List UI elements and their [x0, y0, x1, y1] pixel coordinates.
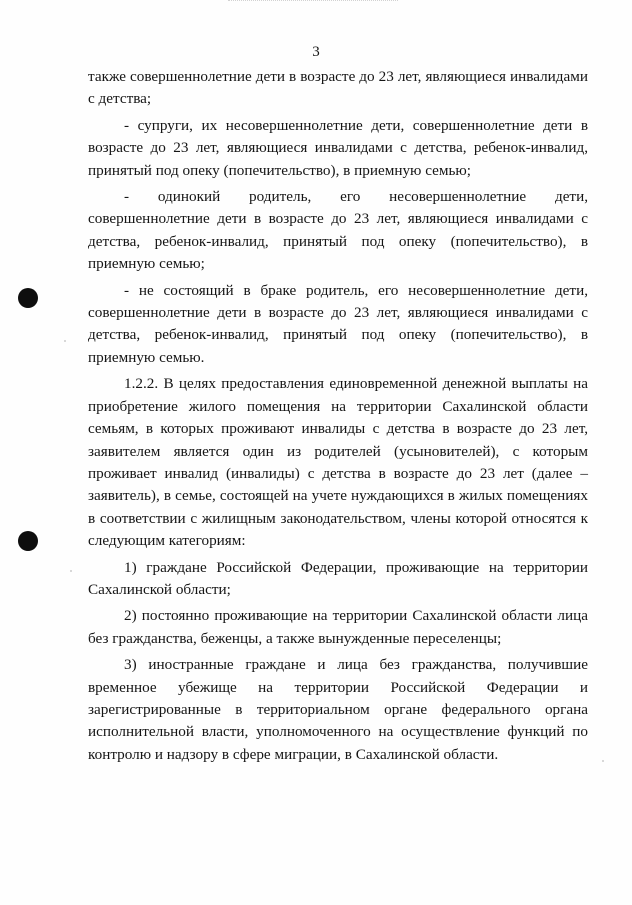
punch-hole-mark	[18, 288, 38, 308]
paragraph: 1.2.2. В целях предоставления единовременной денежной выплаты на приобретение жилого помещения на территории Сахалинской области семьям, в которых проживают инвалиды с детства в возрасте до 23 лет, заявителем является один из родителей (усыновителей), с которым проживает инвалид (инвалиды) с детства в возрасте до 23 лет (далее – заявитель), в семье, состоящей на учете нуждающихся в жилых помещениях в соответствии с жилищным законодательством, члены которой относятся к следующим категориям:	[88, 375, 588, 550]
scan-speck	[602, 760, 604, 762]
scan-speck	[70, 570, 72, 572]
document-body	[88, 66, 588, 770]
paragraph: 3) иностранные граждане и лица без гражданства, получившие временное убежище на территории Российской Федерации и зарегистрированные в территориальном органе федерального органа исполнительной власти, уполномоченного на осуществление функций по контролю и надзору в сфере миграции, в Сахалинской области.	[88, 656, 588, 763]
paragraph: 1) граждане Российской Федерации, проживающие на территории Сахалинской области;	[88, 558, 588, 598]
paragraph: 2) постоянно проживающие на территории Сахалинской области лица без гражданства, беженцы, а также вынужденные переселенцы;	[88, 607, 588, 647]
paragraph: также совершеннолетние дети в возрасте до 23 лет, являющиеся инвалидами с детства;	[88, 68, 588, 108]
scan-speck	[64, 340, 66, 342]
page-number: 3	[312, 44, 320, 60]
paragraph: - одинокий родитель, его несовершеннолетние дети, совершеннолетние дети в возрасте до 23 лет, являющиеся инвалидами с детства, ребенок-инвалид, принятый под опеку (попечительство), в приемную семью;	[88, 188, 588, 273]
paragraph: - не состоящий в браке родитель, его несовершеннолетние дети, совершеннолетние дети в возрасте до 23 лет, являющиеся инвалидами с детства, ребенок-инвалид, принятый под опеку (попечительство), в приемную семью.	[88, 281, 588, 366]
punch-hole-mark	[18, 531, 38, 551]
paragraph: - супруги, их несовершеннолетние дети, совершеннолетние дети в возрасте до 23 лет, являющиеся инвалидами с детства, ребенок-инвалид, принятый под опеку (попечительство), в приемную семью;	[88, 116, 588, 179]
scan-artifact	[228, 0, 398, 11]
